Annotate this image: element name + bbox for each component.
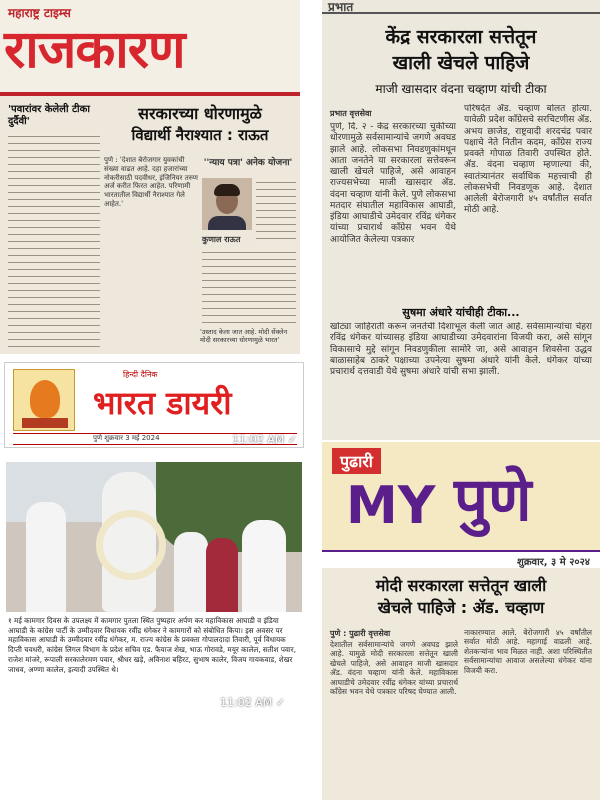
tagline: हिन्दी दैनिक	[123, 370, 158, 379]
emblem-base	[22, 418, 68, 428]
main-headline-2: विद्यार्थी नैराश्यात : राऊत	[131, 126, 269, 144]
footer-text: 'उस्ताद केला जात आहे. मोदी सेंक्लेन मोदी सरकारच्या धोरणामुळे भारत'	[200, 328, 288, 345]
lead-paragraph: पुणे, दि. २ - केंद्र सरकारच्या चुकीच्या धोरणामुळे सर्वसामान्यांचे जगणे अवघड झाले आहे. लोकसभा निवडणुकांमधून आता जनतेने या सरकारला सत्तेवरून खाली खेचले पाहिजे, असे आवाहन राज्यसभेच्या माजी खासदार ॲड. वंदना चव्हाण यांनी केले. पुणे लोकसभा मतदार संघातील महाविकास आघाडी, इंडिया आघाडीचे उमेदवार रविंद्र धंगेकर यांच्या प्रचारार्थ काँग्रेस भवन येथे आयोजित केलेल्या पत्रकार	[330, 122, 456, 245]
subheadline-2: सुषमा अंधारे यांचीही टीका...	[402, 306, 520, 319]
masthead-area	[322, 442, 600, 550]
headline-2: खाली खेचले पाहिजे	[392, 52, 530, 74]
date: शुक्रवार, ३ मे २०२४	[517, 557, 590, 568]
body-left: देशातील सर्वसामान्यांचे जगणे अवघड झाले आहे. यामुळे मोदी सरकारला सत्तेतून खाली खेचले पाहिजे, असे आवाहन माजी खासदार ॲड. वंदना चव्हाण यांनी केले. महाविकास आघाडीचे उमेदवार रवींद्र धंगेकर यांच्या प्रचारार्थ काँग्रेस भवन येथे पत्रकार परिषद घेण्यात आली.	[330, 640, 458, 696]
right-column: परिषदेत ॲड. चव्हाण बोलत होत्या. यावेळी प्रदेश काँग्रेसचे सरचिटणीस ॲड. अभय छाजेड, राष्ट्रवादी शरदचंद्र पवार पक्षाचे नेते नितीन कदम, काँग्रेस राज्य प्रवक्ते गोपाळ तिवारी उपस्थित होते. ॲड. वंदना चव्हाण म्हणाल्या की, स्वातंत्र्यानंतर सर्वाधिक महत्त्वाची ही लोकसभेची निवडणूक आहे. देशात आलेली बेरोजगारी ४५ वर्षांतील सर्वात मोठी आहे.	[464, 104, 592, 216]
person-3	[206, 538, 238, 612]
main-headline-1: सरकारच्या धोरणामुळे	[138, 104, 262, 123]
headline-1: केंद्र सरकारला सत्तेतून	[385, 26, 537, 48]
side-headline: 'पवारांवर केलेली टीका दुर्दैवी'	[8, 104, 90, 127]
byline: पुणे : पुढारी वृत्तसेवा	[330, 629, 391, 638]
right-column-text	[202, 248, 296, 326]
pudhari-badge: पुढारी	[332, 448, 381, 474]
masthead-pune: पुणे	[454, 465, 532, 535]
ganesha-emblem	[13, 369, 75, 431]
portrait-photo	[202, 178, 252, 230]
photo-caption: कुणाल राऊत	[202, 235, 241, 244]
timestamp-1: 11:02 AM ✓	[232, 433, 297, 446]
photo-caption: १ मई कामगार दिवस के उपलक्ष्य में कामगार पुतला स्थित पुष्पहार अर्पण कर महाविकास आघाडी व इंडिया आघाडी के कांग्रेस पार्टी के उम्मीदवार विधायक रवींद्र धंगेकर ने कामगारों को संबोधित किया। इस अवसर पर महाविकास आघाडी के उम्मीदवार रवींद्र धंगेकर, म. राज्य कांग्रेस के प्रवक्ता गोपालदादा तिवारी, पूर्व विधायक दिप्ती चवधरी, कांग्रेस लिगल विभाग के प्रदेश सचिव एड. फैयाज शेख, भाऊ गोरावडे, मयूर कालेल, सतीश पवार, राजेश मांजरे, रूपाली सरकालेरमण पवार, श्रीधर खड़े, अविनाश बहिरट, सुभाष कालेर, विजय गायकवाड, शेखर जाधव, अण्णा कालेल, इत्यादी उपस्थित थे।	[8, 616, 296, 674]
clipping-maharashtra-times	[0, 0, 300, 354]
clipping-bharat-diary	[0, 358, 308, 800]
section-rule	[0, 92, 300, 96]
title: भारत डायरी	[93, 384, 232, 422]
photo-side-text	[256, 178, 296, 242]
masthead-band	[0, 0, 300, 92]
date-bar	[322, 550, 600, 568]
side-column-text	[8, 132, 100, 348]
event-photo	[6, 462, 302, 612]
masthead-my: MY	[346, 476, 436, 536]
person-1	[26, 502, 66, 612]
blank-area	[0, 720, 308, 800]
quote-label: ''न्याय पत्रा' अनेक योजना'	[203, 158, 293, 168]
second-paragraph: खोट्या जाहिराती करून जनतेची दिशाभूल केली जात आहे. सर्वसामान्यांचा चेहरा रविंद्र धंगेकर यांच्यासह इंडिया आघाडीच्या उमेदवारांना विजयी करा, असे सांगून विकासाचे मुद्दे सांगून निवडणुकीला सामोरे जा, असे आवाहन शिवसेना उद्धव बाळासाहेब ठाकरे पक्षाच्या उपनेत्या सुषमा अंधारे यांनी केले. धंगेकर यांच्या प्रचारार्थ दत्तवाडी येथे सुषमा अंधारे यांची सभा झाली.	[330, 322, 592, 377]
masthead-strip	[322, 0, 600, 14]
timestamp-2: 11:02 AM ✓	[220, 696, 285, 709]
clipping-prabhat	[322, 0, 600, 440]
portrait-shirt	[208, 216, 246, 230]
portrait-hair	[214, 184, 240, 196]
garland	[96, 510, 166, 580]
masthead-box	[4, 362, 304, 448]
subheadline: माजी खासदार वंदना चव्हाण यांची टीका	[375, 82, 547, 96]
masthead-small: महाराष्ट्र टाइम्स	[8, 6, 71, 20]
dateline: पुणे शुक्रवार 3 मई 2024	[93, 434, 160, 442]
headline-2: खेचले पाहिजे : ॲड. चव्हाण	[377, 598, 545, 617]
body-right: नाकारण्यात आले. बेरोजगारी ४५ वर्षांतील सर्वात मोठी आहे. महागाई वाढली आहे. शेतकऱ्यांना भाव मिळत नाही. अशा परिस्थितीत सर्वसामान्यांचा आवाज असलेल्या धंगेकर यांना विजयी करा.	[464, 628, 592, 675]
main-body-text: पुणे : 'देशात बेरोजगार युवकांची संख्या वाढत आहे. दहा हजारांच्या नोकरीसाठी पदवीधर, इंजिनियर तरुण अर्ज करीत फिरत आहेत. परिणामी भारतातील विद्यार्थी नैराश्यात गेले आहेत.'	[104, 156, 198, 208]
byline: प्रभात वृत्तसेवा	[330, 109, 372, 118]
masthead-text: प्रभात	[328, 0, 354, 14]
section-title: राजकारण	[4, 20, 185, 80]
clipping-pudhari	[322, 442, 600, 800]
person-2	[174, 532, 208, 612]
headline-1: मोदी सरकारला सत्तेतून खाली	[375, 576, 547, 595]
person-4	[242, 520, 286, 612]
emblem-figure	[30, 380, 60, 418]
